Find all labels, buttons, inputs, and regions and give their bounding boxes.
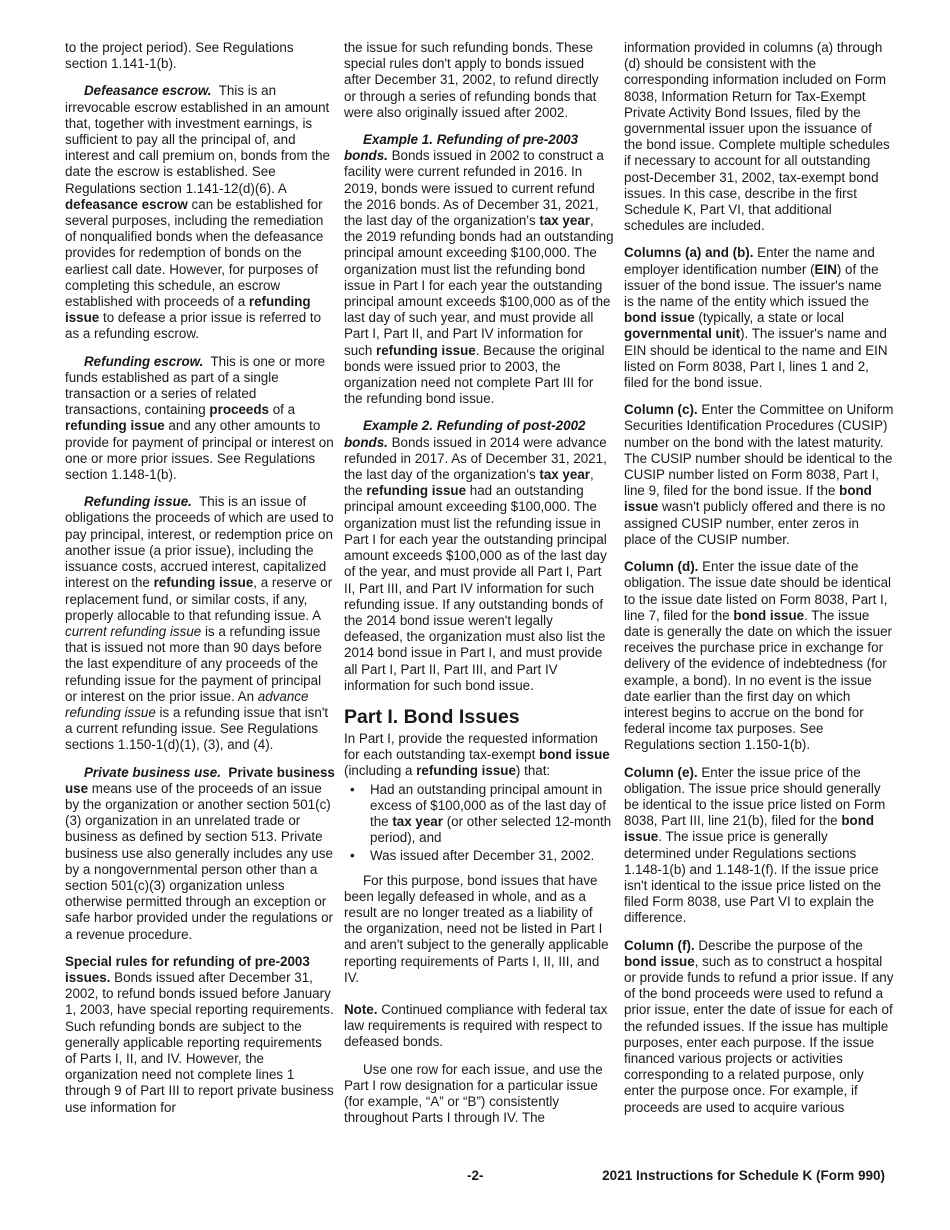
paragraph-column-e: Column (e). Enter the issue price of the obligation. The issue price should generally be identical to the issue price listed on Form 8038, Part III, line 21(b), filed for the bond issue. The issue price is generally determined under Regulations sections 1.148-1(b) and 1.148-1(f). If the issue price isn't identical to the issue price listed on the filed Form 8038, use Part VI to explain the difference.: [624, 764, 886, 926]
term-example-2: Example 2. Refunding of post-2002 bonds.: [344, 418, 586, 450]
term-column-d: Column (d).: [624, 559, 699, 575]
term-column-e: Column (e).: [624, 764, 698, 780]
paragraph-special-rules-cont: the issue for such refunding bonds. These special rules don't apply to bonds issued after December 31, 2002, to refund directly or through a series of refunding bonds that were also originally issued after 2002.: [344, 40, 599, 120]
term-special-rules: Special rules for refunding of pre-2003 issues.: [65, 953, 310, 985]
term-columns-a-b: Columns (a) and (b).: [624, 245, 754, 261]
term-column-c: Column (c).: [624, 402, 698, 418]
term-example-1: Example 1. Refunding of pre-2003 bonds.: [344, 132, 579, 164]
column-1: [65, 40, 335, 1127]
paragraph-note: Note. Continued compliance with federal tax law requirements is required with respect to defeased bonds.: [344, 1001, 608, 1050]
paragraph-special-rules: Special rules for refunding of pre-2003 issues. Bonds issued after December 31, 2002, to refund bonds issued before January 1, 2003, have special reporting requirements. Such refunding bonds are subject to the generally applicable reporting requirements of Parts I, II, and IV. However, the organization need not complete lines 1 through 9 of Part III to report private business use information for: [65, 953, 334, 1115]
paragraph-defeasance-escrow: Defeasance escrow. This is an irrevocable escrow established in an amount that, together with investment earnings, is sufficient to pay all the principal of, and interest and call premium on, bonds from the date the escrow is established. See Regulations section 1.141-12(d)(6). A defeasance escrow can be established for several purposes, including the remediation of nonqualified bonds when the defeasance provides for redemption of bonds on the earliest call date. However, for purposes of completing this schedule, an escrow established with proceeds of a refunding issue to defease a prior issue is referred to as a refunding escrow.: [65, 83, 330, 342]
paragraph-example-1: Example 1. Refunding of pre-2003 bonds. Bonds issued in 2002 to construct a facility were current refunded in 2016. In 2019, bonds were issued to current refund the 2016 bonds. As of December 31, 2021, the last day of the organization's tax year, the 2019 refunding bonds had an outstanding principal amount exceeding $100,000. The organization must list the refunding bond issue in Part I for each year the outstanding principal amount exceeds $100,000 as of the last day of such year, and must provide all Part I, Part II, and Part IV information for such refunding issue. Because the original bonds were issued prior to 2003, the organization need not complete Part III for the refunding bond issue.: [344, 132, 614, 407]
list-item: • Was issued after December 31, 2002.: [370, 848, 614, 864]
document-title: 2021 Instructions for Schedule K (Form 990): [602, 1168, 885, 1183]
term-column-f: Column (f).: [624, 937, 695, 953]
list-item: • Had an outstanding principal amount in excess of $100,000 as of the last day of the tax year (or other selected 12-month period), and: [370, 782, 614, 847]
term-note: Note.: [344, 1001, 378, 1017]
term-private-business-use: Private business use.: [84, 764, 221, 780]
paragraph-column-d: Column (d). Enter the issue date of the obligation. The issue date should be identical to the issue date listed on Form 8038, Part I, line 7, filed for the bond issue. The issue date is generally the date on which the issuer receives the purchase price in exchange for delivery of the evidence of indebtedness (for example, a bond). In no event is the issue date earlier than the first day on which interest begins to accrue on the bond for federal income tax purposes. See Regulations section 1.150-1(b).: [624, 559, 892, 753]
page-number: -2-: [467, 1168, 484, 1183]
column-3: [624, 40, 894, 1127]
paragraph-part-1-intro: In Part I, provide the requested information for each outstanding tax-exempt bond issue (including a refunding issue) that:: [344, 730, 610, 779]
paragraph-columns-a-b: Columns (a) and (b). Enter the name and employer identification number (EIN) of the issuer of the bond issue. The issuer's name is the name of the entity which issued the bond issue (typically, a state or local governmental unit). The issuer's name and EIN should be identical to the name and EIN listed on Form 8038, Part I, lines 1 and 2, filed for the bond issue.: [624, 245, 888, 391]
paragraph-refunding-escrow: Refunding escrow. This is one or more funds established as part of a single transaction or a series of related transactions, containing proceeds of a refunding issue and any other amounts to provide for payment of principal or interest on one or more prior issues. See Regulations section 1.148-1(b).: [65, 353, 334, 483]
section-heading-part-1: Part I. Bond Issues: [344, 705, 520, 728]
bullet-list: [344, 782, 614, 865]
paragraph-project-period: to the project period). See Regulations section 1.141-1(b).: [65, 40, 294, 72]
term-refunding-escrow: Refunding escrow.: [84, 353, 204, 369]
paragraph-private-business-use: Private business use. Private business use means use of the proceeds of an issue by the organization or another section 501(c)(3) organization in an unrelated trade or business as defined by section 513. Private business use also generally includes any use by a nongovernmental person other than a section 501(c)(3) organization unless otherwise permitted through an exception or safe harbor provided under the regulations or a revenue procedure.: [65, 764, 335, 942]
term-refunding-issue: Refunding issue.: [84, 494, 192, 510]
term-defeasance-escrow: Defeasance escrow.: [84, 83, 212, 99]
paragraph-row-designation: Use one row for each issue, and use the Part I row designation for a particular issue (for example, “A” or “B”) consistently throughout Parts I through IV. The: [344, 1061, 603, 1126]
paragraph-defeased-bonds: For this purpose, bond issues that have been legally defeased in whole, and as a result are no longer treated as a liability of the organization, need not be listed in Part I and aren't subject to the generally applicable reporting requirements of Parts I, II, III, and IV.: [344, 872, 609, 985]
paragraph-column-c: Column (c). Enter the Committee on Uniform Securities Identification Procedures (CUSIP) number on the bond with the latest maturity. The CUSIP number should be identical to the CUSIP number listed on Form 8038, Part I, line 9, filed for the bond issue. If the bond issue wasn't publicly offered and there is no assigned CUSIP number, enter zeros in place of the CUSIP number.: [624, 402, 894, 547]
paragraph-column-f: Column (f). Describe the purpose of the bond issue, such as to construct a hospital or provide funds to refund a prior issue. If any of the bond proceeds were used to refund a prior issue, enter the date of issue for each of the refunded issues. If the issue has multiple purposes, enter each purpose. If the issue financed various projects or activities corresponding to a related purpose, only enter the purpose once. For example, if proceeds are used to acquire various: [624, 937, 894, 1115]
paragraph-form-8038-consistency: information provided in columns (a) through (d) should be consistent with the corresponding information included on Form 8038, Information Return for Tax-Exempt Private Activity Bond Issues, filed by the governmental issuer upon the issuance of the bond issue. Complete multiple schedules if necessary to account for all outstanding post-December 31, 2002, tax-exempt bond issues. In this case, describe in the first Schedule K, Part VI, that additional schedules are included.: [624, 40, 890, 234]
page-footer: [65, 1168, 885, 1188]
column-2: [344, 40, 614, 1137]
paragraph-example-2: Example 2. Refunding of post-2002 bonds. Bonds issued in 2014 were advance refunded in 2017. As of December 31, 2021, the last day of the organization's tax year, the refunding issue had an outstanding principal amount exceeding $100,000. The organization must list the refunding issue in Part I for each year the outstanding principal amount exceeds $100,000 as of the last day of the year, and must provide all Part I, Part II, Part III, and Part IV information for such refunding issue. If any outstanding bonds of the 2014 bond issue weren't legally defeased, the organization must also list the 2014 bond issue in Part I, and must provide all Part I, Part II, Part III, and Part IV information for such bond issue.: [344, 418, 607, 693]
paragraph-refunding-issue: Refunding issue. This is an issue of obligations the proceeds of which are used to pay principal, interest, or redemption price on another issue (a prior issue), including the issuance costs, accrued interest, capitalized interest on the refunding issue, a reserve or replacement fund, or similar costs, if any, properly allocable to that refunding issue. A current refunding issue is a refunding issue that is issued not more than 90 days before the last expenditure of any proceeds of the refunding issue for the payment of principal or interest on the prior issue. An advance refunding issue is a refunding issue that isn't a current refunding issue. See Regulations sections 1.150-1(d)(1), (3), and (4).: [65, 494, 334, 753]
